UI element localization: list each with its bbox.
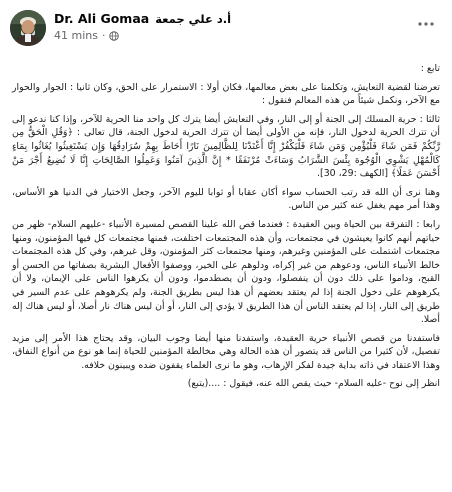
globe-icon[interactable] — [109, 31, 119, 41]
post-body — [10, 62, 442, 391]
author-name[interactable]: Dr. Ali Gomaa — [54, 11, 150, 26]
author-line — [54, 11, 231, 26]
post-timestamp[interactable]: 41 mins — [54, 29, 98, 42]
post-paragraph-intro: تعرضنا لقضية التعايش، وتكلمنا على بعض معالمها، فكان أولا : الاستمرار على الحق، وكان ثانيا : الجوار والحوار مع الآخر، ونكمل شيئاً من هذه المعالم فنقول : — [12, 81, 440, 107]
post-author-block — [10, 8, 231, 46]
author-name-arabic[interactable]: أ.د علي جمعة — [155, 11, 232, 26]
post-paragraph-continued-label: تابع : — [420, 63, 440, 74]
post-paragraph-reflection: وهنا نرى أن الله قد رتب الحساب سواء أكان عقابا أو ثوابا لليوم الآخر، وجعل الاختيار في الدنيا هو الأساس، وهذا أمر مهم يغفل عنه كثير من الناس. — [12, 186, 440, 212]
avatar-portrait-icon — [10, 10, 46, 46]
meta-separator: · — [101, 29, 106, 42]
post-paragraph-conclusion: فاستفدنا من قصص الأنبياء حرية العقيدة، واستفدنا منها أيضا وجوب البيان، وقد يحتاج هذا الأمر إلى مزيد تفصيل، لأن كثيرا من الناس قد يتصور أن هذه الحالة وهي مخالطة المؤمنين للحياة إنما هو نوع من أنواع النفاق، وهذا الاعتقاد في ذاته بداية جيدة لفكر الإرهاب، وهو ما نرى العلماء يقفون ضده ويبينون خلافه. — [12, 332, 440, 371]
post-meta — [54, 29, 231, 42]
post-paragraph-third-point: ثالثا : حرية المسلك إلى الجنة أو إلى النار، وفي التعايش أيضا يترك كل واحد منا الحرية للآخر، وإذا كنا ندعو إلى أن تترك الحرية لدخول النار، فإنه من الأولى أيضا أن تترك الحرية لدخول الجنة، قال تعالى : ﴿وَقُلِ الْحَقُّ مِن رَّبِّكُمْ فَمَن شَاءَ فَلْيُؤْمِن وَمَن شَاءَ فَلْيَكْفُرْ إِنَّا أَعْتَدْنَا لِلظَّالِمِينَ نَارًا أَحَاطَ بِهِمْ سُرَادِقُهَا وَإِن يَسْتَغِيثُوا يُغَاثُوا بِمَاءٍ كَالْمُهْلِ يَشْوِي الْوُجُوهَ بِئْسَ الشَّرَابُ وَسَاءَتْ مُرْتَفَقًا * إِنَّ الَّذِينَ آمَنُوا وَعَمِلُوا الصَّالِحَاتِ إِنَّا لَا نُضِيعُ أَجْرَ مَنْ أَحْسَنَ عَمَلًا﴾ [الكهف :29، 30]. — [12, 113, 440, 180]
more-horizontal-icon — [418, 22, 434, 26]
post-paragraph-fourth-point: رابعا : التفرقة بين الحياة وبين العقيدة : فعندما قص الله علينا القصص لمسيرة الأنبياء -عليهم السلام- ظهر من حياتهم أنهم كانوا يعيشون في مجتمعات، وأن هذه المجتمعات اختلفت، فمنها مجتمعات كل فيها المؤمنون، ومنها مجتمعات اشتملت على المؤمنين وغيرهم، ومنها مجتمعات كثر المؤمنون، وقل غيرهم، وفي كل هذه المجتمعات خالط الأنبياء الناس، ودعوهم من غير إكراه، ودلوهم على الخير، ووصفوا الأفعال البشرية بصفاتها من الحسن أو القبح، وداموا على ذلك دون أن ينفصلوا، ودون أن يصطدموا، ودون أن يكرهوا الناس على الإيمان، ولا أن يكرهوهم على دخول الجنة إذا لم يعتقد بعضهم أن هذا ليس بطريق الجنة، ولم يكرهوهم على عدم السير في طريق إلى النار، إذا لم يعتقد الناس أن هذا الطريق لا يؤدي إلى النار، أو أن ليس هناك نار أصلا، أو ليس هناك إله أصلا. — [12, 218, 440, 326]
more-options-button[interactable] — [412, 14, 440, 34]
post-paragraph-to-be-continued: انظر إلى نوح -عليه السلام- حيث يقص الله عنه، فيقول : ....(يتبع) — [187, 378, 440, 390]
author-avatar[interactable] — [10, 10, 46, 46]
post-header — [10, 8, 442, 52]
author-text — [54, 11, 231, 42]
